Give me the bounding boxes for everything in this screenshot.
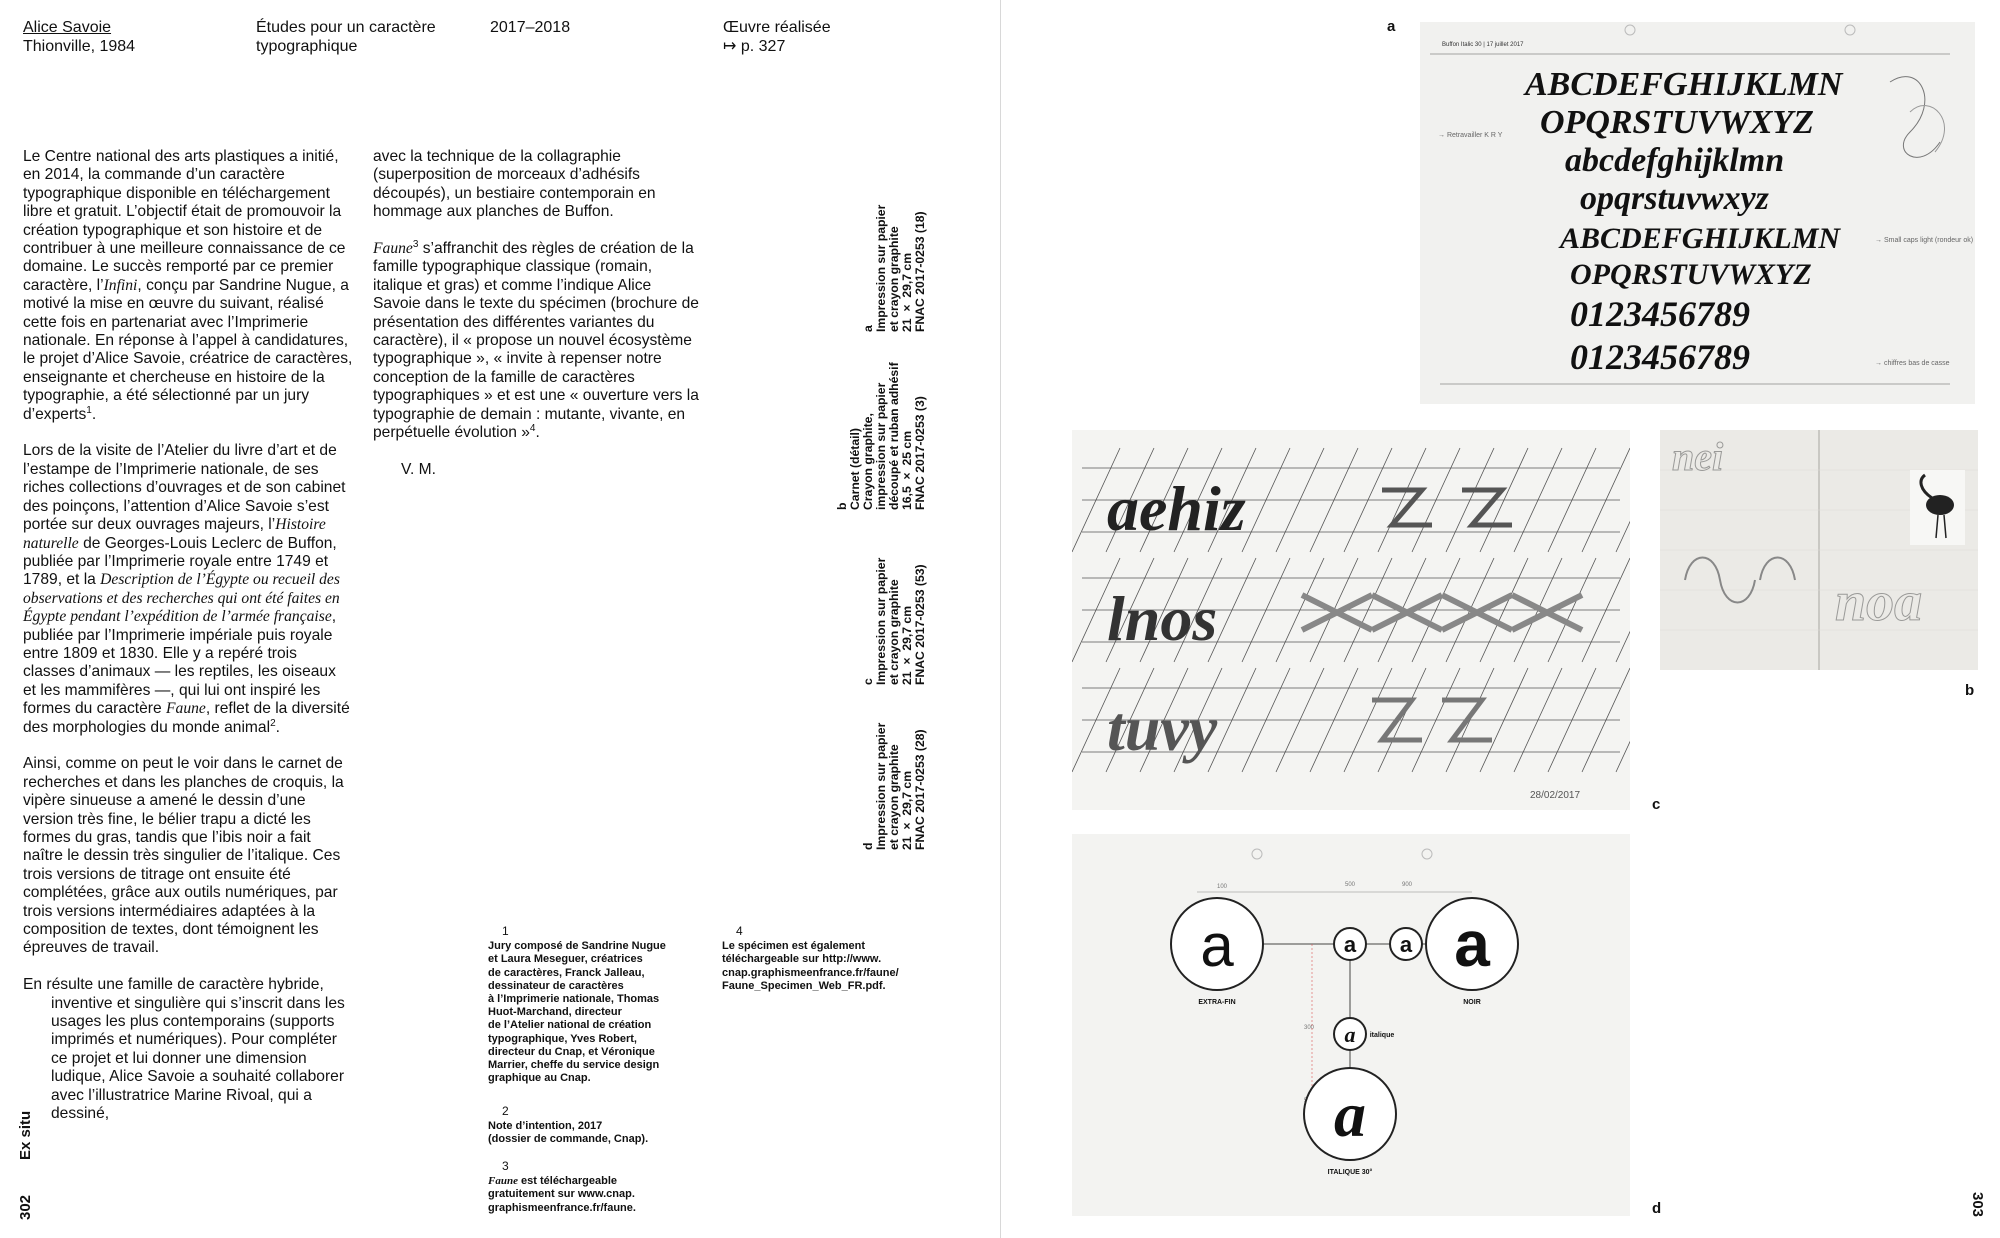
signature: V. M. [401, 460, 436, 478]
footnote-3: 3 Faune est téléchargeable gratuitement sur www.cnap. graphismeenfrance.fr/faune. [488, 1159, 636, 1214]
figure-c-row-3: tuvy [1107, 693, 1218, 764]
figure-d-glyph-medium-2: a [1399, 932, 1413, 957]
figure-label-a: a [1387, 18, 1396, 35]
paragraph-1: Le Centre national des arts plastiques a initié, en 2014, la commande d’un caractère typographique disponible en téléchargement libre et gratuit. L’objectif était de promouvoir la création typographique et son histoire et de contribuer à une meilleure connaissance de ce domaine. Le succès remporté par ce premier caractère, l’Infini, conçu par Sandrine Nugue, a motivé la mise en œuvre du suivant, réalisé cette fois en partenariat avec l’Imprimerie nationale. En réponse à l’appel à candidatures, le projet d’Alice Savoie, créatrice de caractères, enseignante et chercheuse en histoire de la typographie, a été sélectionné par un jury d’experts$^1$. [23, 148, 353, 423]
author-block [23, 18, 135, 56]
figure-a-line-2: OPQRSTUVWXYZ [1540, 104, 1814, 141]
figure-d-label-extrafin: EXTRA-FIN [1198, 999, 1236, 1006]
figure-d-tick-2: 500 [1345, 882, 1356, 888]
figure-d-image [1072, 834, 1630, 1216]
caption-a: a Impression sur papier et crayon graphite 21 × 29,7 cm FNAC 2017-0253 (18) [861, 204, 927, 332]
work-status-block [723, 18, 831, 56]
figure-a-header: Buffon Italic 30 | 17 juillet 2017 [1442, 42, 1524, 48]
figure-c-row-1: aehiz [1107, 473, 1246, 544]
paragraph-3: Ainsi, comme on peut le voir dans le carnet de recherches et dans les planches de croquis, la vipère sinueuse a amené le dessin d’une version très fine, le bélier trapu a dicté les formes du gras, tandis que l’ibis noir a fait naître le dessin très singulier de l’italique. Ces trois versions de titrage ont ensuite été complétées, grâce aux outils numériques, par trois versions intermédiaires adaptées à la composition de textes, dont témoignent les épreuves de travail. [23, 755, 344, 957]
main-text-column-2 [373, 148, 703, 498]
figure-d-tick-1: 100 [1217, 884, 1228, 890]
figure-b-sketch-1: nei [1672, 434, 1724, 479]
figure-d-glyph-noir: a [1454, 908, 1490, 980]
figure-c-image [1072, 430, 1630, 810]
paragraph-6: Faune$^3$ s’affranchit des règles de création de la famille typographique classique (romain, italique et gras) et comme l’indique Alice Savoie dans le texte du spécimen (brochure de présentation des différentes variantes du caractère), il « propose un nouvel écosystème typographique », « invite à repenser notre conception de la famille de caractères typographiques » et est une « ouverture vers la typographie de demain : mutante, vivante, en perpétuelle évolution »$^4$. [373, 238, 699, 442]
main-text-column-1 [23, 148, 353, 1142]
work-status: Œuvre réalisée [723, 19, 831, 36]
figure-a-note-3: → chiffres bas de casse [1875, 360, 1950, 367]
figure-a-image [1420, 22, 1975, 404]
figure-a-line-4: opqrstuvwxyz [1580, 180, 1769, 217]
figure-a-line-7: 0123456789 [1570, 294, 1750, 334]
page-number-left: 302 [17, 1194, 34, 1220]
figure-d-label-noir: NOIR [1463, 999, 1481, 1006]
author-origin: Thionville, 1984 [23, 38, 136, 55]
paragraph-5: avec la technique de la collagraphie (superposition de morceaux d’adhésifs découpés), un bestiaire contemporain en hommage aux planches de Buffon. [373, 148, 656, 221]
figure-a-note-2: → Small caps light (rondeur ok) [1875, 237, 1974, 244]
page-reference[interactable]: ↦ p. 327 [723, 38, 786, 55]
figure-a-line-3: abcdefghijklmn [1565, 142, 1785, 179]
figure-d-label-italique: italique [1369, 1032, 1395, 1039]
figure-b-image [1660, 430, 1978, 670]
figure-d-tick-3: 900 [1402, 882, 1413, 888]
figure-a-line-1: ABCDEFGHIJKLMN [1525, 66, 1843, 103]
footnote-2: 2 Note d’intention, 2017 (dossier de commande, Cnap). [488, 1104, 649, 1146]
figure-a-line-6: OPQRSTUVWXYZ [1570, 258, 1812, 291]
caption-d: d Impression sur papier et crayon graphite 21 × 29,7 cm FNAC 2017-0253 (28) [861, 722, 927, 850]
figure-label-b: b [1965, 682, 1975, 699]
footnote-4: 4 Le spécimen est également téléchargeable sur http://www. cnap.graphismeenfrance.fr/faune/ Faune_Specimen_Web_FR.pdf. [722, 924, 899, 992]
page-number-right: 303 [1969, 1192, 1986, 1218]
footnote-1: 1 Jury composé de Sandrine Nugue et Laura Meseguer, créatrices de caractères, Franck Jalleau, dessinateur de caractères à l’Imprimerie nationale, Thomas Huot-Marchand, directeur de l’Atelier national de création typographique, Yves Robert, directeur du Cnap, et Véronique Marrier, cheffe du service design graphique au Cnap. [488, 924, 666, 1085]
caption-c: c Impression sur papier et crayon graphite 21 × 29,7 cm FNAC 2017-0253 (53) [861, 557, 927, 685]
section-label: Ex situ [17, 1110, 34, 1160]
figure-d-glyph-italic: a [1334, 1079, 1366, 1150]
author-name: Alice Savoie [23, 19, 112, 36]
caption-b: b Carnet (détail) Crayon graphite, impression sur papier découpé et ruban adhésif 16,5 × 25 cm FNAC 2017-0253 (3) [835, 362, 927, 510]
figure-label-d: d [1652, 1200, 1662, 1217]
figure-d-glyph-italic-small: a [1344, 1022, 1356, 1047]
figure-c-row-2: lnos [1107, 583, 1218, 654]
figure-b-sketch-2: noa [1835, 571, 1923, 633]
figure-a-line-5: ABCDEFGHIJKLMN [1560, 222, 1841, 255]
figure-a-note-1: → Retravailler K R Y [1438, 132, 1503, 139]
paragraph-2: Lors de la visite de l’Atelier du livre d’art et de l’estampe de l’Imprimerie nationale, de ses riches collections d’ouvrages et de son cabinet des poinçons, l’attention d’Alice Savoie s’est portée sur deux ouvrages majeurs, l’Histoire naturelle de Georges-Louis Leclerc de Buffon, publiée par l’Imprimerie royale entre 1749 et 1789, et la Description de l’Égypte ou recueil des observations et des recherches qui ont été faites en Égypte pendant l’expédition de l’armée française, publiée par l’Imprimerie impériale puis royale entre 1809 et 1830. Elle y a repéré trois classes d’animaux — les reptiles, les oiseaux et les mammifères —, qui lui ont inspiré les formes du caractère Faune, reflet de la diversité des morphologies du monde animal$^2$. [23, 442, 350, 736]
work-years: 2017–2018 [490, 19, 571, 36]
figure-a-line-8: 0123456789 [1570, 337, 1750, 377]
figure-d-glyph-extrafin: a [1200, 912, 1234, 979]
figure-c-date: 28/02/2017 [1530, 790, 1581, 801]
figure-d-tick-4: 300 [1304, 1025, 1315, 1031]
work-title: Études pour un caractère typographique [256, 19, 436, 55]
page-gutter [1000, 0, 1001, 1238]
figure-d-label-italique-30: ITALIQUE 30° [1327, 1169, 1373, 1176]
paragraph-4: En résulte une famille de caractère hybride, inventive et singulière qui s’inscrit dans les usages les plus contemporains (supports imprimés et numériques). Pour compléter ce projet et lui donner une dimension ludique, Alice Savoie a souhaité collaborer avec l’illustratrice Marine Rivoal, qui a dessiné, [23, 976, 345, 1123]
figure-d-glyph-medium-1: a [1343, 932, 1357, 957]
figure-label-c: c [1652, 796, 1661, 813]
